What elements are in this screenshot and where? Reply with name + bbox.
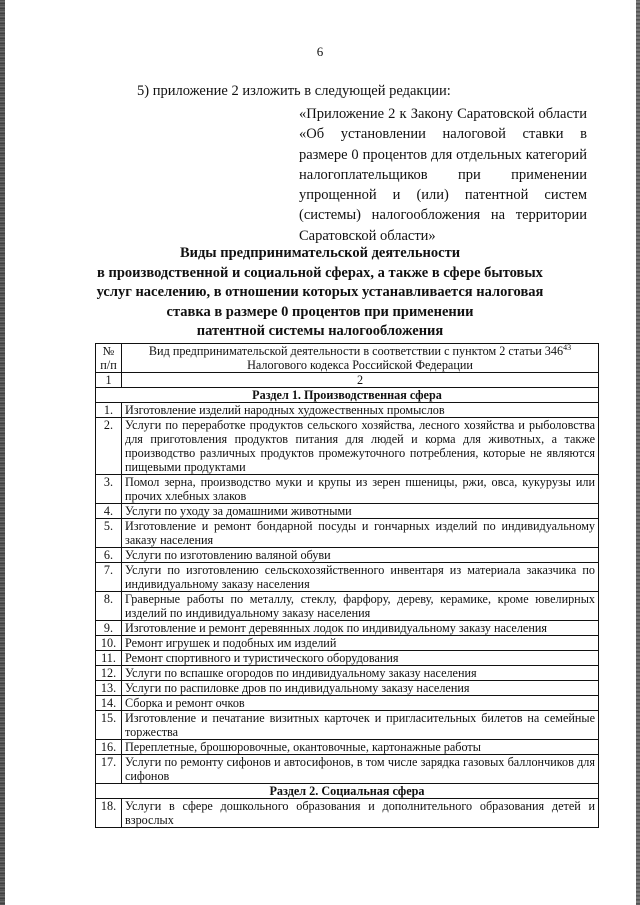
row-number: 10. — [96, 636, 122, 651]
row-description: Помол зерна, производство муки и крупы из зерен пшеницы, ржи, овса, кукурузы или прочих хлебных злаков — [122, 475, 599, 504]
row-number: 1. — [96, 403, 122, 418]
table-row — [96, 403, 599, 418]
row-description: Услуги по распиловке дров по индивидуальному заказу населения — [122, 681, 599, 696]
scan-edge-right — [636, 0, 640, 905]
row-number: 18. — [96, 799, 122, 828]
table-row — [96, 681, 599, 696]
row-number: 11. — [96, 651, 122, 666]
title-line: Виды предпринимательской деятельности — [179, 245, 461, 261]
table-row — [96, 651, 599, 666]
table-row — [96, 755, 599, 784]
row-description: Изготовление изделий народных художественных промыслов — [122, 403, 599, 418]
header-num: № п/п — [96, 344, 122, 373]
row-description: Изготовление и ремонт бондарной посуды и гончарных изделий по индивидуальному заказу населения — [122, 519, 599, 548]
appendix-quote: «Приложение 2 к Закону Саратовской области «Об установлении налоговой ставки в размере 0 процентов для отдельных категорий налогоплательщиков при применении упрощенной и (или) патентной систем (системы) налогообложения на территории Саратовской области» — [299, 106, 587, 244]
table-header-row — [96, 344, 599, 373]
table-row — [96, 548, 599, 563]
row-number: 2. — [96, 418, 122, 475]
row-number: 12. — [96, 666, 122, 681]
header-desc-text: Вид предпринимательской деятельности в соответствии с пунктом 2 статьи 346 — [148, 344, 564, 358]
header-desc — [122, 344, 599, 373]
table-row — [96, 519, 599, 548]
activities-table — [95, 343, 599, 828]
table-row — [96, 592, 599, 621]
table-row — [96, 711, 599, 740]
column-index-2: 2 — [122, 373, 599, 388]
column-index-row — [96, 373, 599, 388]
table-row — [96, 666, 599, 681]
row-number: 13. — [96, 681, 122, 696]
table-row — [96, 621, 599, 636]
row-description: Ремонт спортивного и туристического оборудования — [122, 651, 599, 666]
table-row — [96, 504, 599, 519]
row-number: 3. — [96, 475, 122, 504]
table-row — [96, 740, 599, 755]
row-description: Ремонт игрушек и подобных им изделий — [122, 636, 599, 651]
table-row — [96, 475, 599, 504]
section-row — [96, 388, 599, 403]
title-line: ставка в размере 0 процентов при применении — [166, 303, 474, 320]
row-number: 9. — [96, 621, 122, 636]
row-description: Граверные работы по металлу, стеклу, фарфору, дереву, керамике, кроме ювелирных изделий по индивидуальному заказу населения — [122, 592, 599, 621]
header-desc-tail: Налогового кодекса Российской Федерации — [247, 358, 473, 372]
section-row — [96, 784, 599, 799]
title-line: услуг населению, в отношении которых устанавливается налоговая — [96, 284, 544, 300]
row-number: 8. — [96, 592, 122, 621]
row-description: Сборка и ремонт очков — [122, 696, 599, 711]
row-description: Услуги по уходу за домашними животными — [122, 504, 599, 519]
row-description: Изготовление и ремонт деревянных лодок по индивидуальному заказу населения — [122, 621, 599, 636]
row-description: Изготовление и печатание визитных карточек и пригласительных билетов на семейные торжества — [122, 711, 599, 740]
title-line: в производственной и социальной сферах, а также в сфере бытовых — [97, 264, 543, 281]
row-description: Услуги по ремонту сифонов и автосифонов, в том числе зарядка газовых баллончиков для сифонов — [122, 755, 599, 784]
title-line: патентной системы налогообложения — [196, 323, 444, 339]
row-description: Услуги по переработке продуктов сельского хозяйства, лесного хозяйства и рыболовства для приготовления продуктов питания для людей и корма для животных, а также производство различных продуктов промежуточного потребления, которые не являются пищевыми продуктами — [122, 418, 599, 475]
document-title — [60, 244, 580, 342]
amendment-line: 5) приложение 2 изложить в следующей редакции: — [137, 83, 451, 99]
header-desc-sup: 43 — [563, 342, 572, 352]
row-number: 5. — [96, 519, 122, 548]
row-number: 7. — [96, 563, 122, 592]
row-number: 17. — [96, 755, 122, 784]
table-row — [96, 418, 599, 475]
row-description: Услуги в сфере дошкольного образования и дополнительного образования детей и взрослых — [122, 799, 599, 828]
scan-edge-left — [0, 0, 5, 905]
row-description: Переплетные, брошюровочные, окантовочные, картонажные работы — [122, 740, 599, 755]
row-number: 4. — [96, 504, 122, 519]
row-description: Услуги по изготовлению валяной обуви — [122, 548, 599, 563]
table-row — [96, 799, 599, 828]
row-number: 6. — [96, 548, 122, 563]
row-number: 15. — [96, 711, 122, 740]
section-title: Раздел 2. Социальная сфера — [96, 784, 599, 799]
section-title: Раздел 1. Производственная сфера — [96, 388, 599, 403]
table-row — [96, 636, 599, 651]
page-number: 6 — [316, 44, 324, 59]
row-number: 14. — [96, 696, 122, 711]
row-description: Услуги по изготовлению сельскохозяйственного инвентаря из материала заказчика по индивидуальному заказу населения — [122, 563, 599, 592]
column-index-1: 1 — [96, 373, 122, 388]
row-description: Услуги по вспашке огородов по индивидуальному заказу населения — [122, 666, 599, 681]
table-row — [96, 563, 599, 592]
row-number: 16. — [96, 740, 122, 755]
table-row — [96, 696, 599, 711]
